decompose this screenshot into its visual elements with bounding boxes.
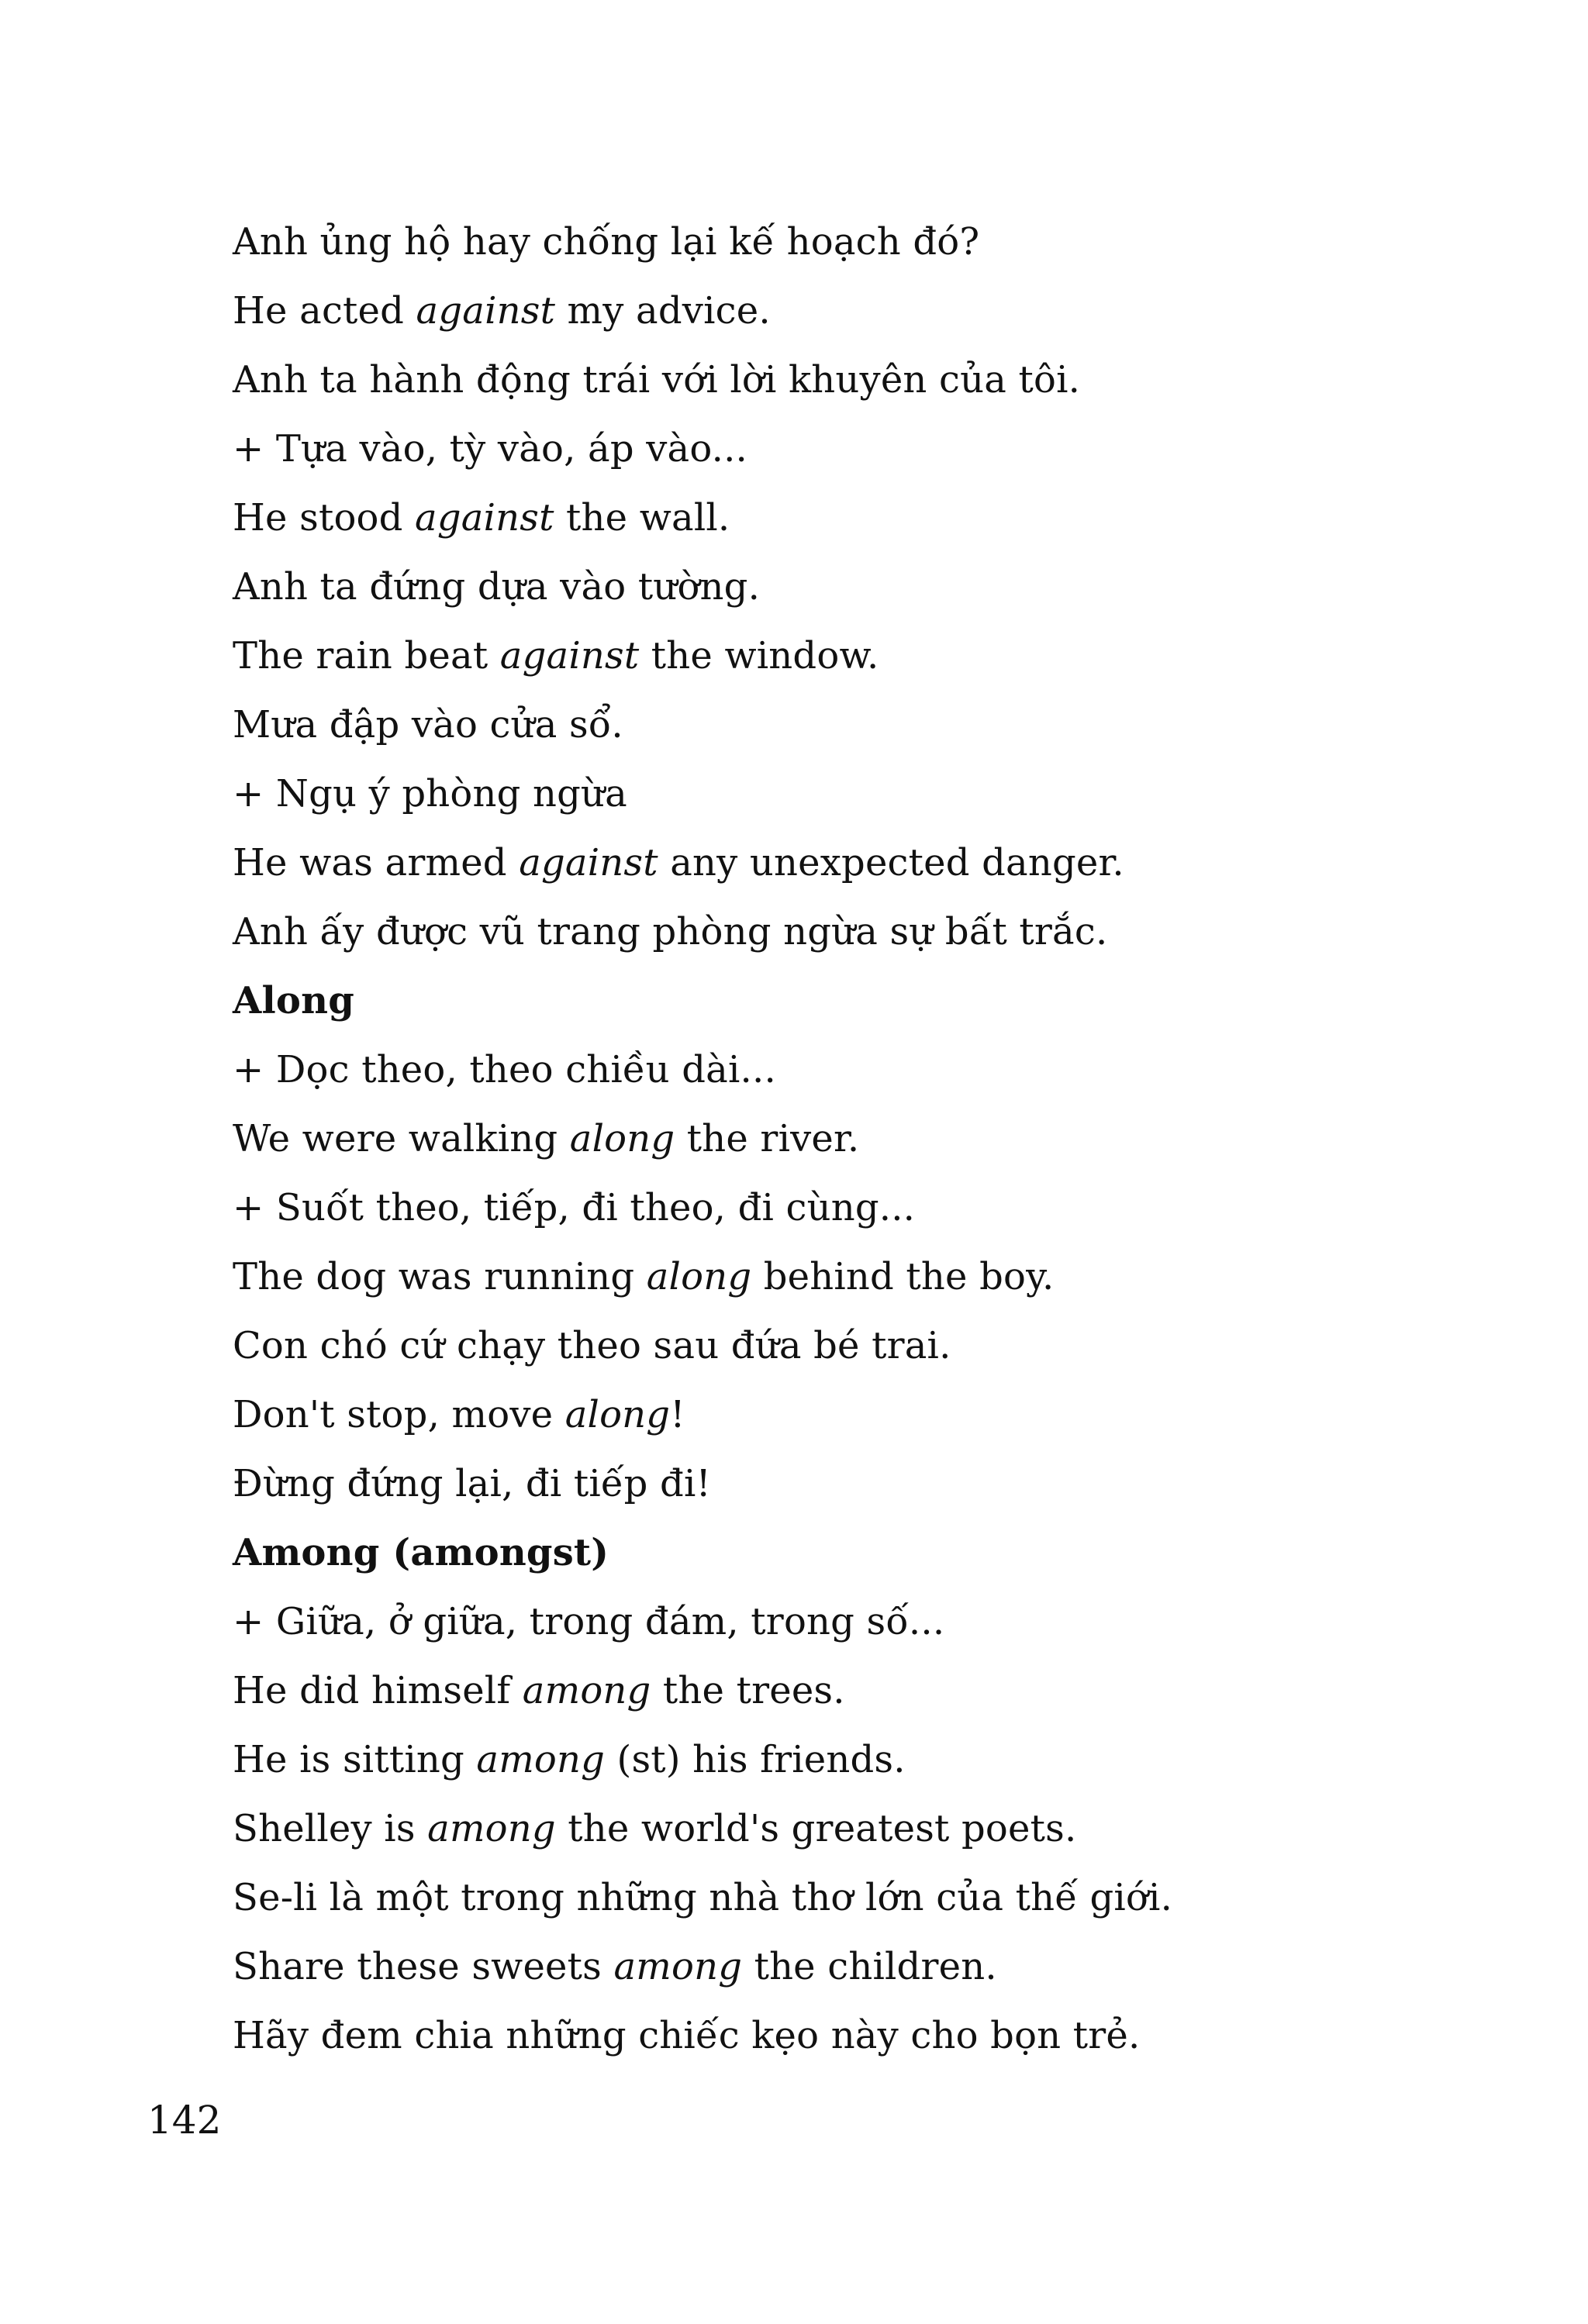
line-text: Anh ta đứng dựa vào tường. [233,565,761,609]
line-text: He was armed [233,841,520,884]
keyword: against [519,841,658,884]
text-line [233,415,1504,484]
line-text: Anh ta hành động trái với lời khuyên của tôi. [233,358,1081,402]
line-text: He is sitting [233,1738,477,1781]
keyword: among [476,1738,606,1781]
line-text: + Ngụ ý phòng ngừa [233,772,627,815]
keyword: against [415,496,554,540]
line-text: Along [233,979,354,1022]
example-sentence [233,1726,1504,1795]
line-text: + Suốt theo, tiếp, đi theo, đi cùng... [233,1186,916,1229]
line-text: Anh ấy được vũ trang phòng ngừa sự bất trắc. [233,910,1108,953]
line-text: Shelley is [233,1807,428,1850]
text-line [233,1312,1504,1381]
keyword: among [613,1945,743,1988]
line-text: Don't stop, move [233,1393,565,1436]
line-text: He stood [233,496,416,540]
example-sentence [233,484,1504,553]
text-line [233,1588,1504,1657]
line-text: any unexpected danger. [658,841,1124,884]
example-sentence [233,829,1504,898]
line-text: He acted [233,289,416,333]
line-text: Hãy đem chia những chiếc kẹo này cho bọn trẻ. [233,2014,1141,2057]
keyword: among [427,1807,556,1850]
line-text: + Tựa vào, tỳ vào, áp vào... [233,427,748,471]
text-line [233,208,1504,277]
line-text: Anh ủng hộ hay chống lại kế hoạch đó? [233,220,980,264]
line-text: the children. [742,1945,997,1988]
line-text: Se-li là một trong những nhà thơ lớn của thế giới. [233,1876,1173,1919]
line-text: the trees. [651,1669,845,1712]
text-line [233,691,1504,760]
example-sentence [233,1381,1504,1450]
example-sentence [233,1657,1504,1726]
text-line [233,760,1504,829]
page-number: 142 [147,2098,222,2143]
line-text: behind the boy. [751,1255,1055,1298]
keyword: against [499,634,640,678]
text-line [233,1036,1504,1105]
line-text: ! [670,1393,685,1436]
example-sentence [233,1243,1504,1312]
line-text: He did himself [233,1669,523,1712]
section-heading [233,967,1504,1036]
keyword: along [564,1393,671,1436]
line-text: Mưa đập vào cửa sổ. [233,703,623,747]
line-text: The dog was running [233,1255,647,1298]
line-text: the window. [639,634,879,678]
line-text: Con chó cứ chạy theo sau đứa bé trai. [233,1324,951,1367]
line-text: (st) his friends. [605,1738,906,1781]
text-line [233,1450,1504,1519]
keyword: against [416,289,556,333]
line-text: my advice. [555,289,771,333]
line-text: + Giữa, ở giữa, trong đám, trong số... [233,1600,945,1643]
line-text: the wall. [554,496,730,540]
keyword: along [569,1117,675,1160]
text-line [233,2002,1504,2071]
text-line [233,1174,1504,1243]
line-text: We were walking [233,1117,570,1160]
text-line [233,346,1504,415]
line-text: + Dọc theo, theo chiều dài... [233,1048,776,1091]
example-sentence [233,622,1504,691]
text-line [233,553,1504,622]
example-sentence [233,277,1504,346]
line-text: Among (amongst) [233,1531,609,1574]
line-text: Share these sweets [233,1945,614,1988]
example-sentence [233,1105,1504,1174]
section-heading [233,1519,1504,1588]
page-body [233,208,1504,2071]
keyword: among [522,1669,651,1712]
line-text: Đừng đứng lại, đi tiếp đi! [233,1462,711,1505]
line-text: the world's greatest poets. [555,1807,1077,1850]
line-text: The rain beat [233,634,500,678]
text-line [233,898,1504,967]
line-text: the river. [675,1117,860,1160]
text-line [233,1864,1504,1933]
example-sentence [233,1795,1504,1864]
keyword: along [646,1255,752,1298]
example-sentence [233,1933,1504,2002]
